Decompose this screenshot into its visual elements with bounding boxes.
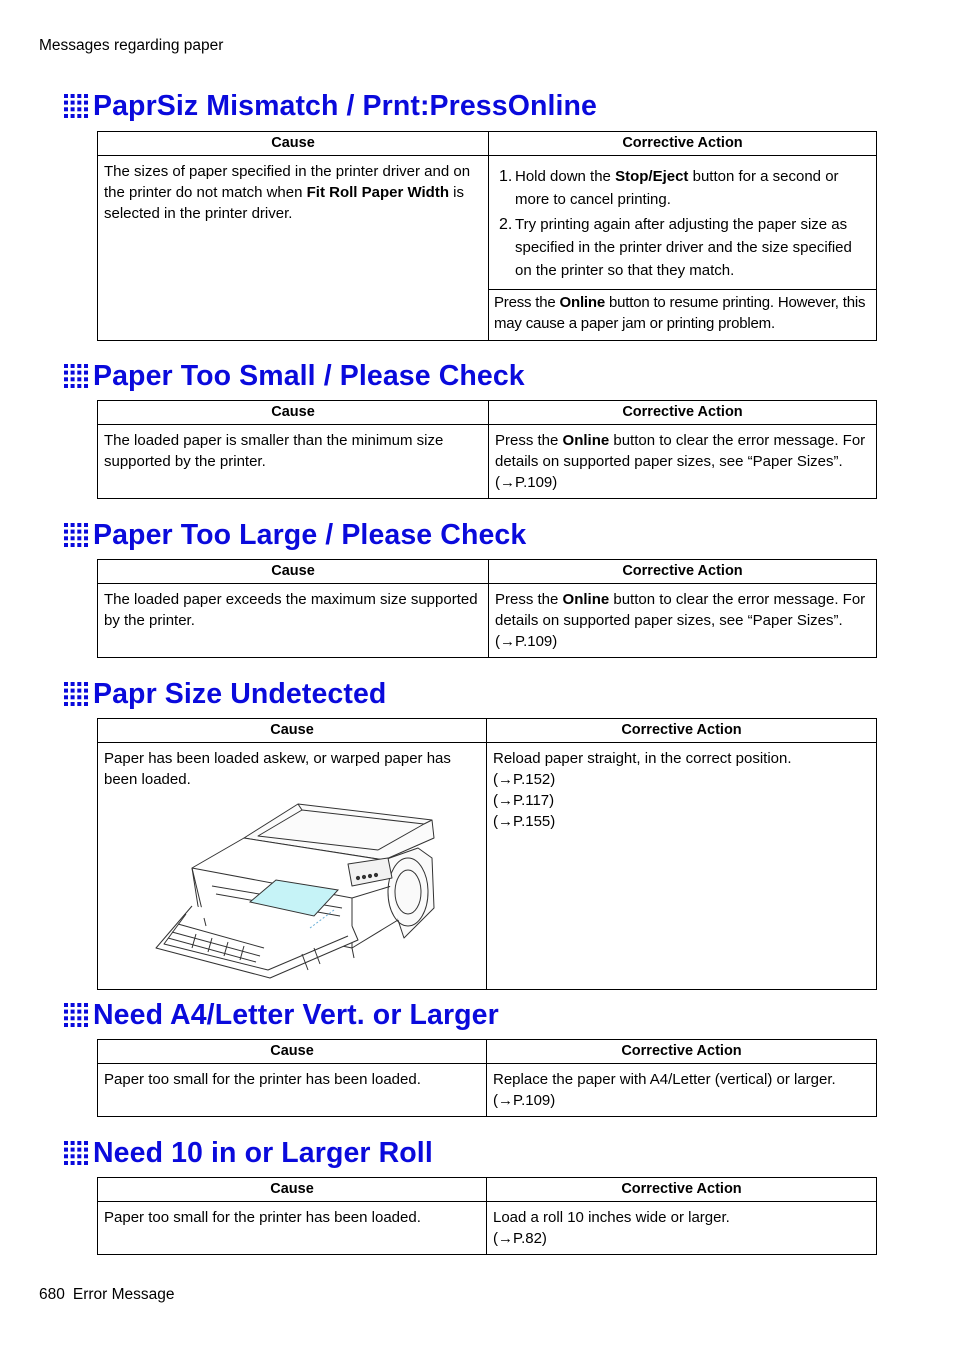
section-title: PaprSiz Mismatch / Prnt:PressOnline: [93, 90, 597, 122]
section-heading-paprsiz-mismatch: [64, 88, 597, 124]
cause-header: Cause: [98, 132, 489, 156]
message-table-paper-too-large: [97, 559, 877, 658]
action-cell: Press the Online button to clear the error message. For details on supported paper sizes, see “Paper Sizes”. (→P.109): [489, 425, 877, 499]
table-header-row: [98, 1178, 877, 1202]
cause-text: Paper has been loaded askew, or warped paper has been loaded.: [104, 750, 451, 788]
action-line: Load a roll 10 inches wide or larger.: [493, 1209, 730, 1226]
action-header: Corrective Action: [489, 132, 877, 156]
cause-header: Cause: [98, 1040, 487, 1064]
page-reference: (→P.109): [493, 1092, 556, 1109]
table-header-row: [98, 719, 877, 743]
message-table-paprsiz-mismatch: [97, 131, 877, 341]
cause-cell: [98, 743, 487, 990]
section-heading-paper-too-small: [64, 358, 525, 394]
action-cell: [487, 743, 877, 990]
footer-section: Error Message: [72, 1286, 175, 1303]
section-title: Paper Too Small / Please Check: [93, 360, 525, 392]
cause-header: Cause: [98, 401, 489, 425]
cause-cell: Paper too small for the printer has been loaded.: [98, 1064, 487, 1117]
section-heading-need-a4-letter: [64, 997, 499, 1033]
table-header-row: [98, 132, 877, 156]
action-header: Corrective Action: [487, 1040, 877, 1064]
action-cell: [489, 156, 877, 290]
page-reference: (→P.152): [493, 771, 556, 788]
cause-cell: The loaded paper exceeds the maximum size supported by the printer.: [98, 584, 489, 658]
page-reference: (→P.155): [493, 813, 556, 830]
section-title: Need 10 in or Larger Roll: [93, 1137, 433, 1169]
page-footer: [39, 1286, 175, 1304]
table-row: [98, 1202, 877, 1255]
printer-illustration: [152, 798, 438, 984]
cause-cell: Paper too small for the printer has been loaded.: [98, 1202, 487, 1255]
section-title: Need A4/Letter Vert. or Larger: [93, 999, 499, 1031]
cause-cell: The loaded paper is smaller than the minimum size supported by the printer.: [98, 425, 489, 499]
cause-cell: The sizes of paper specified in the printer driver and on the printer do not match when Fit Roll Paper Width is selected in the printer driver.: [98, 156, 489, 341]
action-cell: [487, 1064, 877, 1117]
action-line: Reload paper straight, in the correct position.: [493, 750, 792, 767]
page-reference: (→P.117): [493, 792, 555, 809]
grid-icon: [64, 94, 88, 118]
cause-header: Cause: [98, 1178, 487, 1202]
message-table-need-a4-letter: [97, 1039, 877, 1117]
section-heading-need-10in-roll: [64, 1135, 433, 1171]
table-header-row: [98, 401, 877, 425]
action-cell: [487, 1202, 877, 1255]
action-header: Corrective Action: [487, 719, 877, 743]
grid-icon: [64, 1003, 88, 1027]
cause-header: Cause: [98, 560, 489, 584]
action-header: Corrective Action: [489, 401, 877, 425]
section-heading-paper-too-large: [64, 517, 526, 553]
message-table-papr-size-undetected: [97, 718, 877, 990]
grid-icon: [64, 682, 88, 706]
table-header-row: [98, 560, 877, 584]
section-heading-papr-size-undetected: [64, 676, 386, 712]
action-cell: Press the Online button to clear the error message. For details on supported paper sizes, see “Paper Sizes”. (→P.109): [489, 584, 877, 658]
table-row: [98, 584, 877, 658]
table-row: [98, 1064, 877, 1117]
table-row: [98, 156, 877, 290]
action-line: Replace the paper with A4/Letter (vertical) or larger.: [493, 1071, 836, 1088]
running-head: Messages regarding paper: [39, 37, 224, 54]
table-row: [98, 425, 877, 499]
step-item: 1. Hold down the Stop/Eject button for a second or more to cancel printing.: [499, 168, 839, 208]
action-header: Corrective Action: [487, 1178, 877, 1202]
page-number: 680: [39, 1286, 65, 1303]
action-header: Corrective Action: [489, 560, 877, 584]
table-header-row: [98, 1040, 877, 1064]
message-table-need-10in-roll: [97, 1177, 877, 1255]
alt-action-cell: Press the Online button to resume printing. However, this may cause a paper jam or printing problem.: [489, 290, 877, 341]
step-item: 2. Try printing again after adjusting the paper size as specified in the printer driver and the size specified on the printer so that they match.: [499, 216, 852, 279]
table-row: [98, 743, 877, 990]
section-title: Paper Too Large / Please Check: [93, 519, 527, 551]
page-reference: (→P.82): [493, 1230, 547, 1247]
cause-header: Cause: [98, 719, 487, 743]
grid-icon: [64, 1141, 88, 1165]
grid-icon: [64, 523, 88, 547]
message-table-paper-too-small: [97, 400, 877, 499]
grid-icon: [64, 364, 88, 388]
step-list: [495, 165, 870, 282]
section-title: Papr Size Undetected: [93, 678, 387, 710]
